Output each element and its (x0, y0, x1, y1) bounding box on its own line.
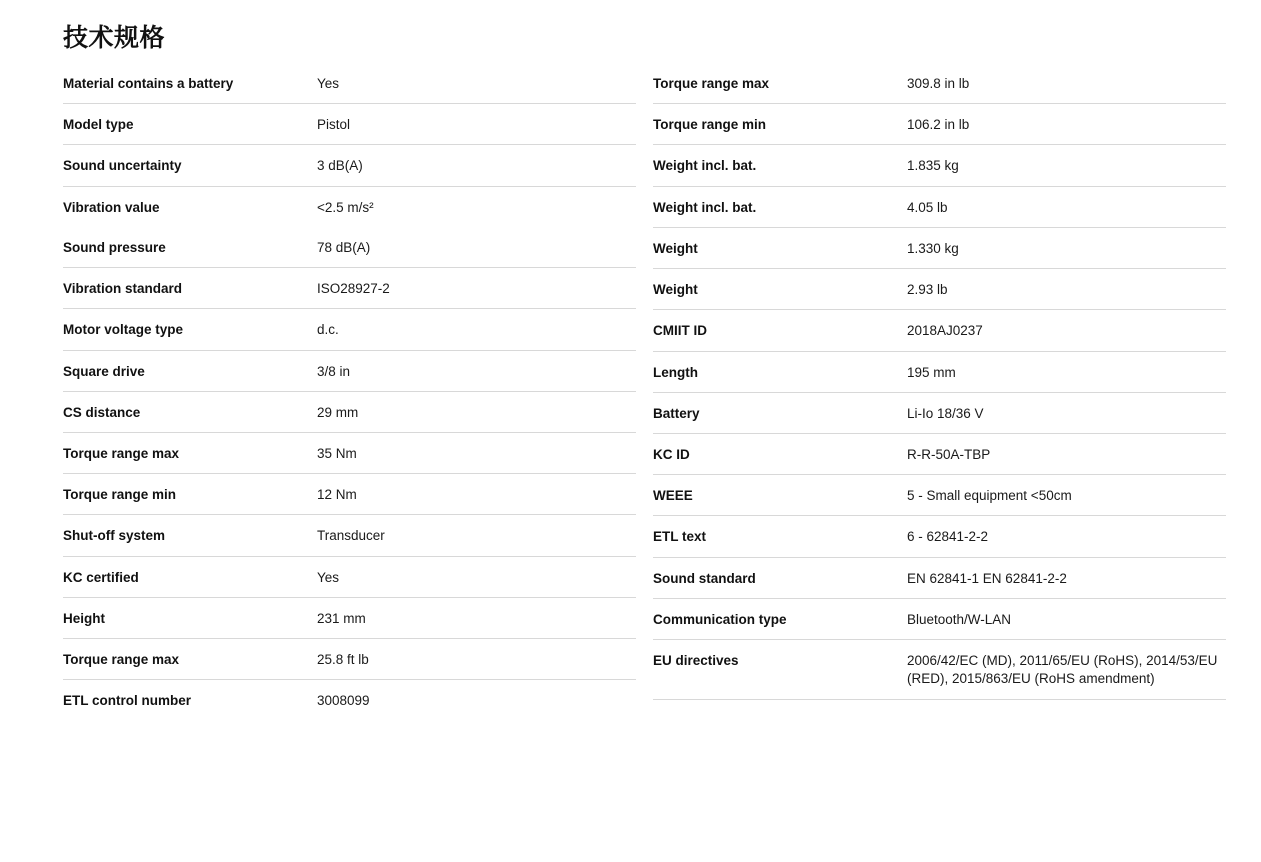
spec-value: 25.8 ft lb (317, 652, 369, 668)
spec-label: Sound standard (653, 570, 756, 586)
table-row (653, 63, 1226, 104)
table-row (653, 557, 1226, 598)
spec-label: Weight incl. bat. (653, 158, 757, 174)
spec-label: KC certified (63, 569, 139, 585)
spec-label: Square drive (63, 363, 145, 379)
spec-label: Shut-off system (63, 528, 166, 544)
spec-table-right-body (653, 63, 1226, 699)
spec-value: 35 Nm (317, 445, 357, 461)
table-row (653, 186, 1226, 227)
spec-value: R-R-50A-TBP (907, 446, 991, 462)
spec-columns (0, 63, 1261, 721)
table-row (653, 310, 1226, 351)
spec-value: 6 - 62841-2-2 (907, 529, 989, 545)
spec-label: EU directives (653, 653, 739, 669)
spec-value: 106.2 in lb (907, 117, 970, 133)
table-row (653, 598, 1226, 639)
spec-label: Communication type (653, 611, 787, 627)
spec-value: 78 dB(A) (317, 239, 371, 255)
table-row (653, 475, 1226, 516)
spec-label: Model type (63, 117, 134, 133)
spec-label: Torque range max (63, 652, 180, 668)
spec-label: Torque range min (63, 487, 177, 503)
spec-label: Vibration standard (63, 281, 183, 297)
spec-label: Torque range max (63, 445, 180, 461)
table-row (653, 227, 1226, 268)
spec-label: Weight incl. bat. (653, 199, 757, 215)
spec-label: Material contains a battery (63, 76, 234, 91)
table-row (653, 104, 1226, 145)
spec-column-right (0, 63, 1261, 721)
spec-label: Weight (653, 240, 698, 256)
spec-label: Torque range max (653, 76, 770, 91)
spec-value: Transducer (317, 528, 385, 544)
spec-label: Height (63, 610, 105, 626)
spec-value: 3/8 in (317, 363, 351, 379)
spec-value: 29 mm (317, 404, 359, 420)
spec-value: 195 mm (907, 364, 956, 380)
table-row (653, 145, 1226, 186)
spec-label: Battery (653, 405, 700, 421)
table-row (653, 433, 1226, 474)
spec-value: <2.5 m/s² (317, 199, 374, 215)
spec-value: 2.93 lb (907, 282, 948, 298)
spec-label: CS distance (63, 404, 141, 420)
spec-value: Yes (317, 569, 340, 585)
spec-label: Motor voltage type (63, 322, 184, 338)
spec-value: 12 Nm (317, 487, 357, 503)
spec-value: EN 62841-1 EN 62841-2-2 (907, 570, 1067, 586)
spec-value: 3008099 (317, 693, 370, 709)
spec-label: ETL text (653, 529, 707, 545)
spec-label: Sound uncertainty (63, 158, 182, 174)
spec-label: ETL control number (63, 693, 192, 709)
spec-value: 1.330 kg (907, 240, 959, 256)
spec-value: 1.835 kg (907, 158, 959, 174)
spec-label: Length (653, 364, 698, 380)
spec-value: 4.05 lb (907, 199, 948, 215)
spec-value: Li-Io 18/36 V (907, 405, 984, 421)
spec-label: KC ID (653, 446, 690, 462)
table-row (653, 351, 1226, 392)
spec-value: 5 - Small equipment <50cm (907, 488, 1072, 504)
table-row (653, 640, 1226, 699)
spec-label: Weight (653, 282, 698, 298)
table-row (653, 392, 1226, 433)
table-row (653, 269, 1226, 310)
spec-value: 3 dB(A) (317, 158, 363, 174)
spec-label: Sound pressure (63, 239, 166, 255)
spec-value: ISO28927-2 (317, 281, 390, 297)
spec-value: d.c. (317, 322, 339, 338)
spec-label: CMIIT ID (653, 323, 707, 339)
spec-label: Torque range min (653, 117, 767, 133)
spec-value: 231 mm (317, 610, 366, 626)
spec-value: 2018AJ0237 (907, 323, 983, 339)
spec-label: Vibration value (63, 199, 160, 215)
spec-value: 309.8 in lb (907, 76, 970, 91)
spec-value: Pistol (317, 117, 351, 133)
spec-label: WEEE (653, 488, 693, 504)
page-title: 技术规格 (63, 24, 166, 52)
spec-value: Bluetooth/W-LAN (907, 611, 1012, 627)
table-row (653, 516, 1226, 557)
spec-table-right (653, 63, 1226, 700)
spec-value: Yes (317, 76, 340, 91)
spec-value: 2006/42/EC (MD), 2011/65/EU (RoHS), 2014/53/EU (RED), 2015/863/EU (RoHS amendment) (907, 653, 1218, 687)
